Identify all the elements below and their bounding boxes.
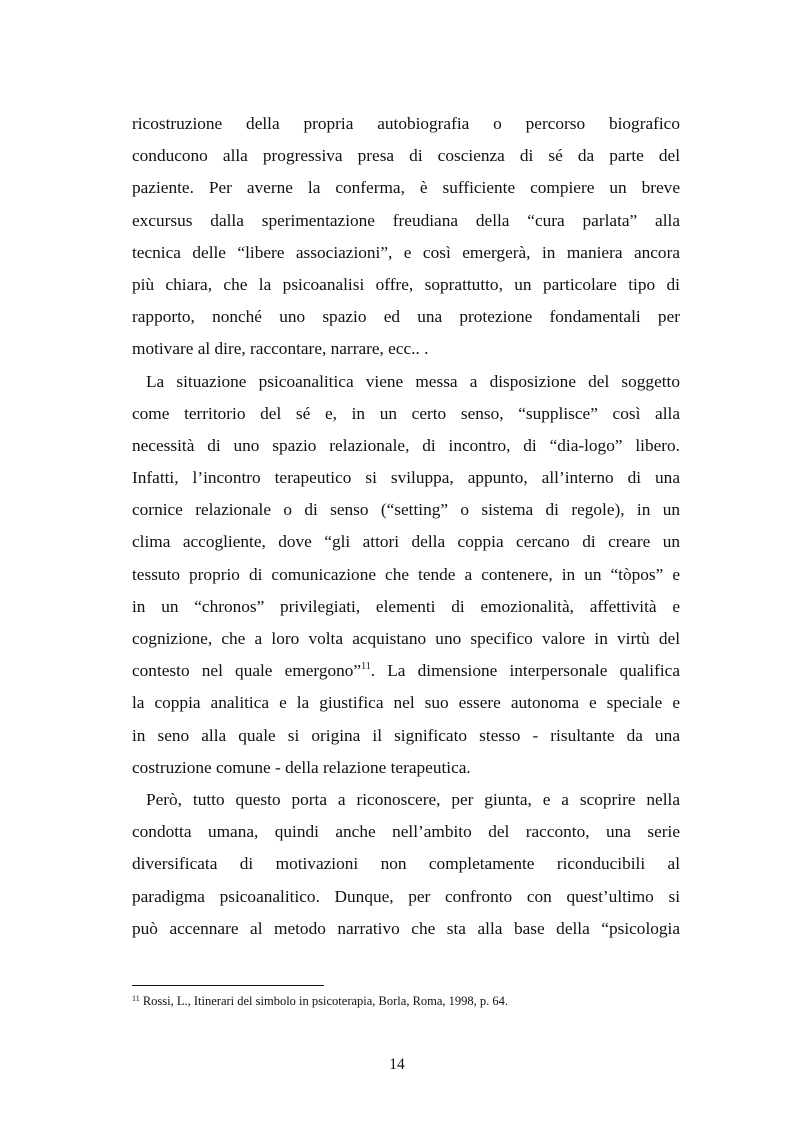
text-line: rapporto, nonché uno spazio ed una protezione fondamentali per bbox=[132, 307, 680, 327]
page-number: 14 bbox=[389, 1056, 405, 1073]
text-line: tessuto proprio di comunicazione che tende a contenere, in un “tòpos” e bbox=[132, 564, 680, 584]
text-line: come territorio del sé e, in un certo senso, “supplisce” così alla bbox=[132, 403, 680, 423]
footnote-number: 11 bbox=[132, 994, 140, 1003]
text-line: condotta umana, quindi anche nell’ambito del racconto, una serie bbox=[132, 822, 680, 842]
footnote-reference: 11 bbox=[361, 661, 371, 673]
footnote bbox=[132, 993, 692, 1009]
text-line: motivare al dire, raccontare, narrare, ecc.. . bbox=[132, 339, 429, 359]
text-line: necessità di uno spazio relazionale, di incontro, di “dia-logo” libero. bbox=[132, 435, 680, 455]
footnote-separator bbox=[132, 985, 324, 986]
text-line: Infatti, l’incontro terapeutico si sviluppa, appunto, all’interno di una bbox=[132, 468, 680, 488]
text-line: in un “chronos” privilegiati, elementi di emozionalità, affettività e bbox=[132, 596, 680, 616]
text-line: diversificata di motivazioni non completamente riconducibili al bbox=[132, 854, 680, 874]
text-line: La situazione psicoanalitica viene messa a disposizione del soggetto bbox=[146, 371, 680, 391]
text-line: Però, tutto questo porta a riconoscere, per giunta, e a scoprire nella bbox=[146, 789, 680, 809]
text-segment: contesto nel quale emergono” bbox=[132, 661, 362, 681]
text-line bbox=[132, 655, 680, 687]
text-line: conducono alla progressiva presa di coscienza di sé da parte del bbox=[132, 146, 680, 166]
text-line: tecnica delle “libere associazioni”, e così emergerà, in maniera ancora bbox=[132, 242, 680, 262]
text-line: costruzione comune - della relazione terapeutica. bbox=[132, 757, 471, 777]
text-line: ricostruzione della propria autobiografia o percorso biografico bbox=[132, 114, 680, 133]
text-line: paradigma psicoanalitico. Dunque, per confronto con quest’ultimo si bbox=[132, 886, 680, 906]
text-line: cornice relazionale o di senso (“setting” o sistema di regole), in un bbox=[132, 500, 680, 520]
text-line: la coppia analitica e la giustifica nel suo essere autonoma e speciale e bbox=[132, 693, 680, 713]
footnote-text: Rossi, L., Itinerari del simbolo in psicoterapia, Borla, Roma, 1998, p. 64. bbox=[139, 994, 509, 1008]
text-line: può accennare al metodo narrativo che sta alla base della “psicologia bbox=[132, 918, 680, 938]
text-line: clima accogliente, dove “gli attori della coppia cercano di creare un bbox=[132, 532, 680, 552]
body-text bbox=[132, 108, 680, 945]
text-line: excursus dalla sperimentazione freudiana della “cura parlata” alla bbox=[132, 210, 680, 230]
text-line: in seno alla quale si origina il significato stesso - risultante da una bbox=[132, 725, 680, 745]
text-line: più chiara, che la psicoanalisi offre, soprattutto, un particolare tipo di bbox=[132, 274, 680, 294]
text-line: paziente. Per averne la conferma, è sufficiente compiere un breve bbox=[132, 178, 680, 198]
text-segment: . La dimensione interpersonale qualifica bbox=[370, 661, 680, 681]
text-line: cognizione, che a loro volta acquistano uno specifico valore in virtù del bbox=[132, 629, 680, 648]
